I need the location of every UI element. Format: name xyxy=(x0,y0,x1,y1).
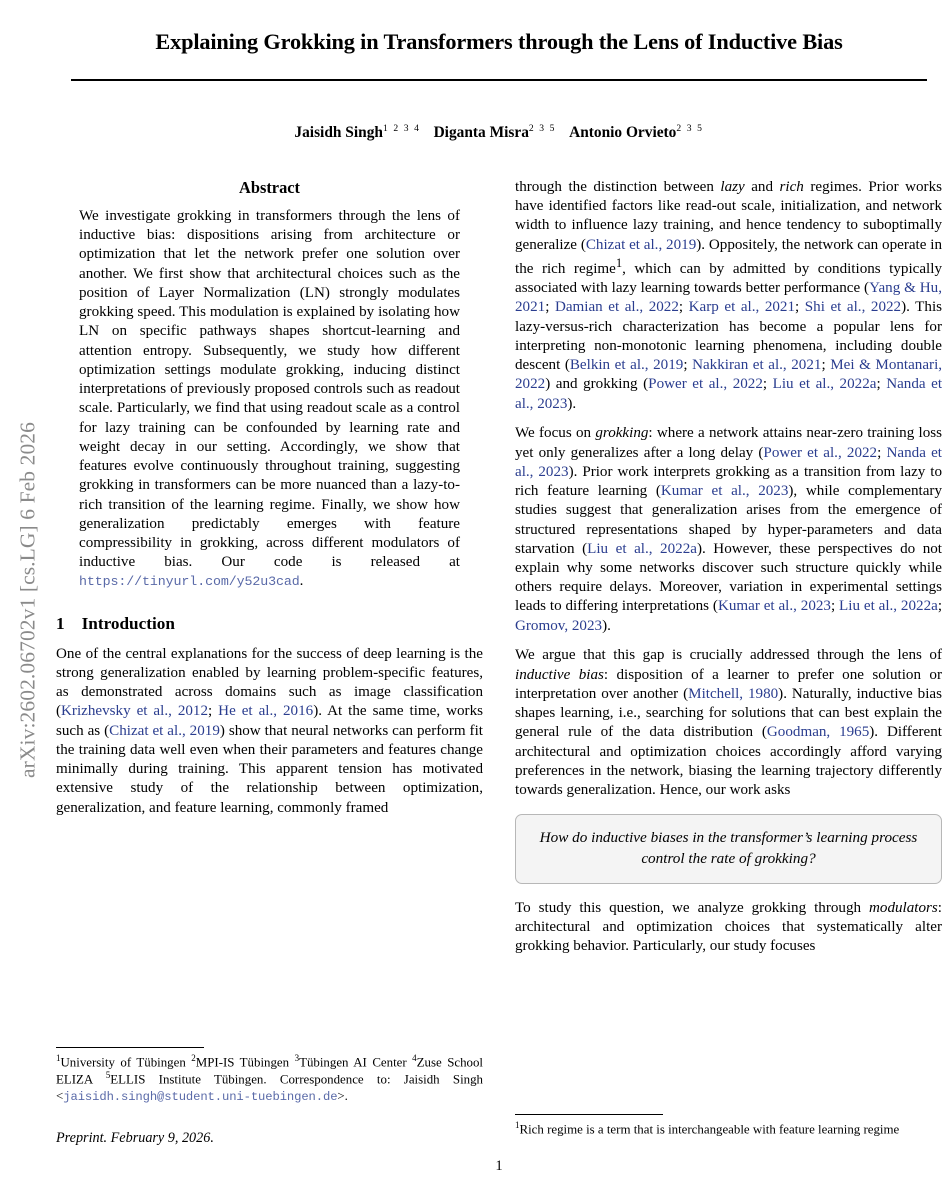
citation-chizat[interactable]: Chizat et al., 2019 xyxy=(585,236,697,253)
citation-damian[interactable]: Damian et al., 2022 xyxy=(554,299,679,316)
text-segment: ) show that neural networks can perform fit the training data well even when their parameters and features change minimally during training. This apparent tension has motivated extensive study of the relationship between optimization, generalization, and feature learning, commonly framed xyxy=(56,722,483,816)
author-3-name: Antonio Orvieto xyxy=(569,123,677,141)
author-2-name: Diganta Misra xyxy=(433,123,529,141)
affiliation-text: ELLIS Institute Tübingen. xyxy=(110,1072,267,1087)
right-paragraph-1 xyxy=(515,178,942,414)
body-columns xyxy=(56,178,942,1146)
arxiv-stamp xyxy=(0,0,56,1200)
text-segment: ). At the same time, works such as ( xyxy=(56,703,483,739)
text-segment: One of the central explanations for the success of deep learning is the strong generalization enabled by learning problem-specific features, as demonstrated across domains such as image classification ( xyxy=(56,645,483,720)
text-segment: ; xyxy=(208,703,219,720)
text-segment: ; xyxy=(830,598,840,615)
citation-gromov[interactable]: Gromov, 2023 xyxy=(515,617,603,634)
research-question-box xyxy=(515,814,942,883)
text-segment: ; xyxy=(678,299,689,316)
affiliation-marker: 5 xyxy=(105,1070,111,1081)
citation-mitchell[interactable]: Mitchell, 1980 xyxy=(688,685,779,702)
abstract-text-tail: . xyxy=(299,573,304,590)
citation-karp[interactable]: Karp et al., 2021 xyxy=(688,299,796,316)
preprint-notice: Preprint. February 9, 2026. xyxy=(56,1129,214,1146)
citation-nakkiran[interactable]: Nakkiran et al., 2021 xyxy=(692,357,822,374)
right-footnote-block xyxy=(515,1114,942,1137)
right-paragraph-3 xyxy=(515,646,942,800)
text-segment: ). Oppositely, the network can operate in the rich regime xyxy=(515,236,942,277)
correspondence-suffix: >. xyxy=(337,1088,348,1103)
text-segment: regimes. Prior works have identified factors like read-out scale, initialization, and network width to influence lazy training, and hence tendency to suboptimally generalize ( xyxy=(515,179,942,253)
affiliation-text: MPI-IS Tübingen xyxy=(195,1055,295,1070)
author-list xyxy=(56,123,942,142)
text-segment: : architectural and optimization choices that systematically alter grokking behavior. Particularly, our study focuses xyxy=(515,899,942,955)
footnote-marker: 1 xyxy=(515,1120,520,1130)
citation-he[interactable]: He et al., 2016 xyxy=(218,703,314,720)
citation-kumar[interactable]: Kumar et al., 2023 xyxy=(660,483,789,500)
text-segment: ). xyxy=(602,617,611,634)
citation-mei-montanari[interactable]: Mei & Montanari, 2022 xyxy=(515,357,942,393)
text-segment: ; xyxy=(877,444,887,461)
citation-belkin[interactable]: Belkin et al., 2019 xyxy=(569,357,684,374)
correspondence-text: Correspondence to: Jaisidh Singh < xyxy=(56,1072,483,1103)
footnote-text: Rich regime is a term that is interchangeable with feature learning regime xyxy=(519,1122,900,1137)
footnote-divider xyxy=(56,1047,204,1048)
affiliation-marker: 2 xyxy=(191,1053,196,1063)
section-heading-introduction xyxy=(56,614,483,634)
text-segment: ; xyxy=(683,357,693,374)
author-1-affiliations: 1 2 3 4 xyxy=(382,122,421,134)
citation-liu[interactable]: Liu et al., 2022a xyxy=(587,540,697,557)
text-segment: ; xyxy=(762,376,773,393)
author-3 xyxy=(569,124,704,141)
affiliation-text: Zuse School ELIZA xyxy=(56,1055,484,1087)
text-segment: ). Naturally, inductive bias shapes learning, i.e., searching for solutions that can best explain the general rule of the data distribution ( xyxy=(515,685,942,741)
citation-yang-hu[interactable]: Yang & Hu, 2021 xyxy=(515,280,942,316)
text-segment: We argue that this gap is crucially addressed through the lens of xyxy=(515,647,942,664)
arxiv-stamp-text: arXiv:2602.06702v1 [cs.LG] 6 Feb 2026 xyxy=(15,421,40,779)
citation-kumar[interactable]: Kumar et al., 2023 xyxy=(717,598,831,615)
contact-email-link[interactable]: jaisidh.singh@student.uni-tuebingen.de xyxy=(63,1089,338,1104)
citation-liu[interactable]: Liu et al., 2022a xyxy=(839,598,938,615)
author-2 xyxy=(434,124,557,141)
text-segment: ) and grokking ( xyxy=(545,376,649,393)
text-segment: through the distinction between xyxy=(515,179,721,195)
abstract-text xyxy=(79,207,460,592)
footnote-marker[interactable]: 1 xyxy=(615,255,623,270)
text-segment: ; xyxy=(795,299,805,316)
abstract-heading: Abstract xyxy=(239,178,300,197)
text-segment: ). Prior work interprets grokking as a transition from lazy to rich feature learning ( xyxy=(515,463,942,500)
text-segment: ). However, these perspectives do not explain why some networks discover such structure quickly while others require delays. Moreover, variation in experimental settings leads to differing interpretations ( xyxy=(515,540,942,615)
author-1 xyxy=(294,124,420,141)
citation-krizhevsky[interactable]: Krizhevsky et al., 2012 xyxy=(61,703,209,720)
text-segment: ). This lazy-versus-rich characterization has become a popular lens for interpreting non-monotonic learning phenomena, including double descent ( xyxy=(515,299,942,374)
affiliation-marker: 1 xyxy=(56,1053,61,1063)
page-number: 1 xyxy=(495,1158,503,1174)
emphasis-grokking: grokking xyxy=(595,425,649,442)
text-segment: , which can by admitted by conditions typically associated with lazy learning towards better performance ( xyxy=(515,260,942,297)
abstract-body xyxy=(79,207,460,592)
text-segment: : disposition of a learner to prefer one solution or interpretation over another ( xyxy=(515,666,942,702)
text-segment: ; xyxy=(876,376,887,393)
affiliation-marker: 3 xyxy=(294,1053,300,1063)
research-question-text: How do inductive biases in the transformer’s learning process control the rate of grokking? xyxy=(539,829,918,867)
text-segment: ; xyxy=(545,299,555,316)
emphasis-rich: rich xyxy=(779,179,804,195)
emphasis-lazy: lazy xyxy=(720,179,745,195)
citation-power[interactable]: Power et al., 2022 xyxy=(763,444,878,461)
citation-nanda[interactable]: Nanda et al., 2023 xyxy=(515,444,942,480)
section-title: Introduction xyxy=(81,613,175,633)
citation-liu[interactable]: Liu et al., 2022a xyxy=(772,376,877,393)
title-block xyxy=(66,0,932,81)
citation-chizat[interactable]: Chizat et al., 2019 xyxy=(109,722,220,739)
text-segment: : where a network attains near-zero training loss yet only generalizes after a long delay ( xyxy=(515,425,942,461)
author-2-affiliations: 2 3 5 xyxy=(528,122,557,134)
text-segment: and xyxy=(744,179,780,195)
citation-nanda[interactable]: Nanda et al., 2023 xyxy=(515,376,942,412)
intro-paragraph-1 xyxy=(56,645,483,818)
paper-page xyxy=(56,0,942,1200)
affiliation-marker: 4 xyxy=(412,1053,417,1063)
footnote-divider xyxy=(515,1114,663,1115)
affiliation-footnote xyxy=(56,1053,483,1105)
citation-goodman[interactable]: Goodman, 1965 xyxy=(766,724,870,741)
title-divider xyxy=(71,79,927,81)
citation-power[interactable]: Power et al., 2022 xyxy=(648,376,763,393)
text-segment: ; xyxy=(821,357,831,374)
text-segment: We focus on xyxy=(515,425,596,442)
author-3-affiliations: 2 3 5 xyxy=(676,122,704,134)
abstract-text-main: We investigate grokking in transformers through the lens of inductive bias: dispositions arising from architecture or optimization that let the network prefer one solution over another. We first show that architectural choices such as the position of Layer Normalization (LN) strongly modulates grokking speed. This modulation is explained by isolating how LN on specific pathways shapes shortcut-learning and attention entropy. Subsequently, we study how different optimization settings modulate grokking, inducing distinct interpretations of previously proposed controls such as readout scale. Particularly, we find that using readout scale as a control for lazy training can be confounded by learning rate and weight decay in our setting. Accordingly, we show that features evolve continuously throughout training, suggesting grokking in transformers can be more nuanced than a lazy-to-rich transition of the learning regime. Finally, we show how generalization predictably emerges with feature compressibility in grokking, across different modulators of inductive bias. Our code is released at xyxy=(79,208,460,571)
text-segment: ). Different architectural and optimization choices accordingly afford varying preferences in the network, biasing the learning trajectory differently towards generalization. Hence, our work asks xyxy=(515,724,942,799)
emphasis-inductive-bias: inductive bias xyxy=(515,666,604,683)
text-segment: To study this question, we analyze grokking through xyxy=(515,899,870,916)
affiliation-text: Tübingen AI Center xyxy=(299,1055,413,1070)
emphasis-modulators: modulators xyxy=(869,899,938,916)
section-number: 1 xyxy=(56,613,65,633)
rich-regime-footnote xyxy=(515,1120,942,1137)
text-segment: ), while complementary studies suggest that generalization arises from the emergence of structured representations shaped by hyper-parameters and data starvation ( xyxy=(515,483,942,557)
affiliation-text: University of Tübingen xyxy=(60,1055,192,1070)
right-paragraph-2 xyxy=(515,424,942,636)
author-1-name: Jaisidh Singh xyxy=(294,123,383,141)
text-segment: ). xyxy=(567,395,577,412)
right-column xyxy=(515,178,942,1137)
right-paragraph-4 xyxy=(515,899,942,957)
left-column xyxy=(56,178,484,1146)
code-url-link[interactable]: https://tinyurl.com/y52u3cad xyxy=(79,574,300,590)
citation-shi[interactable]: Shi et al., 2022 xyxy=(804,299,902,316)
text-segment: ; xyxy=(937,598,942,615)
left-footnote-block xyxy=(56,1047,483,1147)
page-title: Explaining Grokking in Transformers through the Lens of Inductive Bias xyxy=(155,29,843,54)
